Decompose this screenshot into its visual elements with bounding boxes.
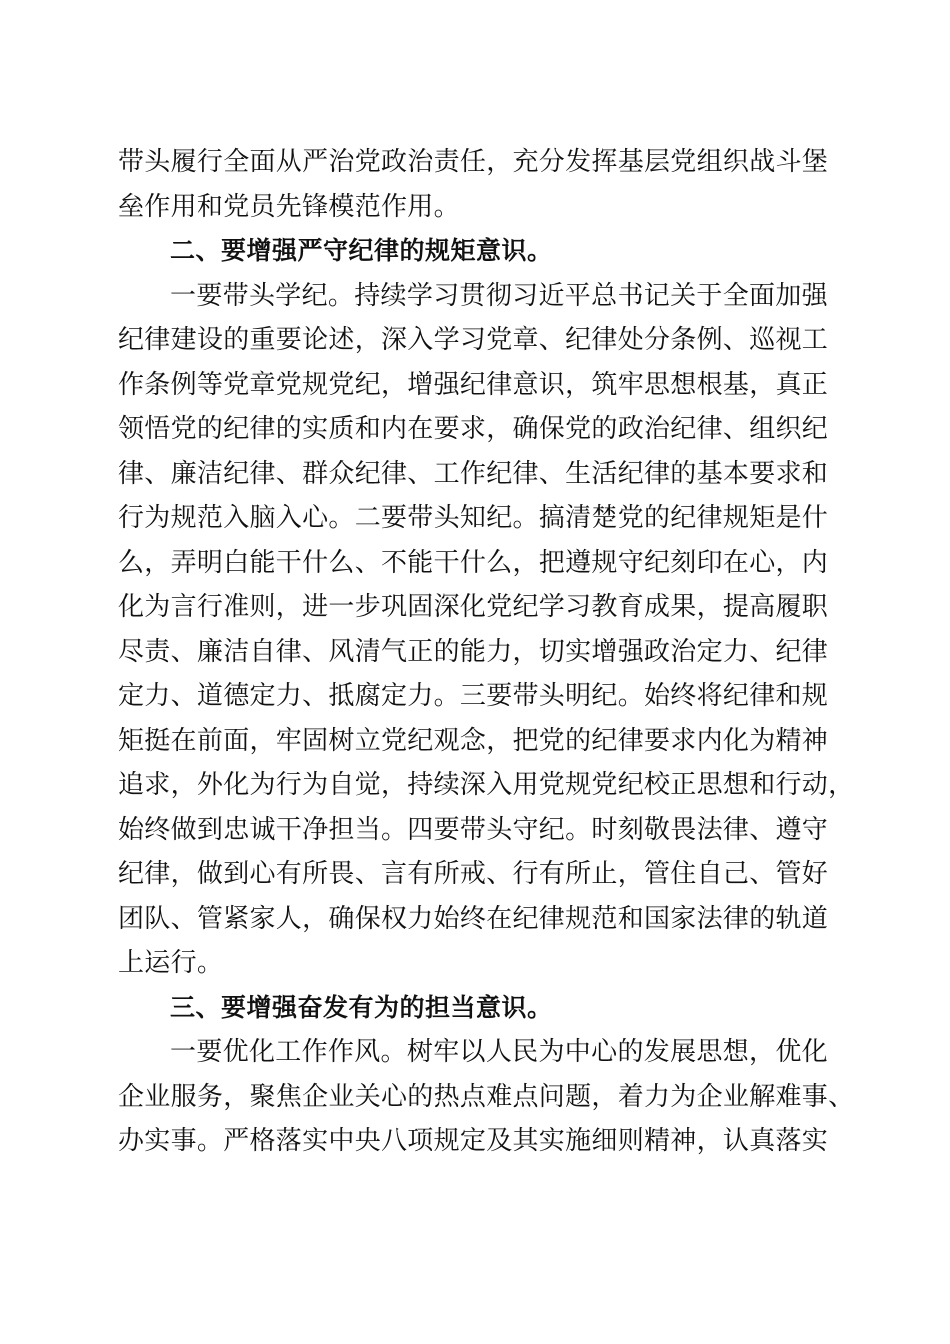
text-line: 纪律，做到心有所畏、言有所戒、行有所止，管住自己、管好 [118, 859, 829, 889]
document-body [118, 140, 855, 1164]
text-line: 律、廉洁纪律、群众纪律、工作纪律、生活纪律的基本要求和 [118, 458, 829, 489]
text-line: 追求，外化为行为自觉，持续深入用党规党纪校正思想和行动， [118, 770, 855, 800]
text-line: 团队、管紧家人，确保权力始终在纪律规范和国家法律的轨道 [118, 903, 829, 934]
text-line: 始终做到忠诚干净担当。四要带头守纪。时刻敬畏法律、遵守 [118, 814, 829, 845]
text-line: 纪律建设的重要论述，深入学习党章、纪律处分条例、巡视工 [118, 325, 829, 355]
text-line: 一要带头学纪。持续学习贯彻习近平总书记关于全面加强 [170, 280, 828, 311]
text-line: 企业服务，聚焦企业关心的热点难点问题，着力为企业解难事、 [118, 1081, 855, 1112]
text-line: 一要优化工作作风。树牢以人民为中心的发展思想，优化 [170, 1037, 828, 1067]
section-heading-3 [118, 986, 828, 1031]
text-line: 上运行。 [118, 948, 224, 978]
text-line: 么，弄明白能干什么、不能干什么，把遵规守纪刻印在心，内 [118, 547, 829, 578]
text-line: 尽责、廉洁自律、风清气正的能力，切实增强政治定力、纪律 [118, 636, 829, 667]
heading-text: 三、要增强奋发有为的担当意识。 [170, 992, 553, 1022]
text-line: 作条例等党章党规党纪，增强纪律意识，筑牢思想根基，真正 [118, 369, 829, 400]
paragraph-responsibility [118, 1030, 855, 1164]
text-line: 垒作用和党员先锋模范作用。 [118, 191, 460, 222]
text-line: 定力、道德定力、抵腐定力。三要带头明纪。始终将纪律和规 [118, 681, 829, 711]
paragraph-discipline [118, 274, 855, 986]
text-line: 领悟党的纪律的实质和内在要求，确保党的政治纪律、组织纪 [118, 414, 829, 444]
heading-text: 二、要增强严守纪律的规矩意识。 [170, 236, 553, 265]
text-line: 化为言行准则，进一步巩固深化党纪学习教育成果，提高履职 [118, 592, 829, 622]
text-line: 矩挺在前面，牢固树立党纪观念，把党的纪律要求内化为精神 [118, 725, 829, 756]
text-line: 办实事。严格落实中央八项规定及其实施细则精神，认真落实 [118, 1126, 829, 1156]
text-line: 行为规范入脑入心。二要带头知纪。搞清楚党的纪律规矩是什 [118, 503, 829, 533]
text-line: 带头履行全面从严治党政治责任，充分发挥基层党组织战斗堡 [118, 147, 829, 177]
paragraph-continuation [118, 140, 828, 229]
section-heading-2 [118, 229, 828, 274]
